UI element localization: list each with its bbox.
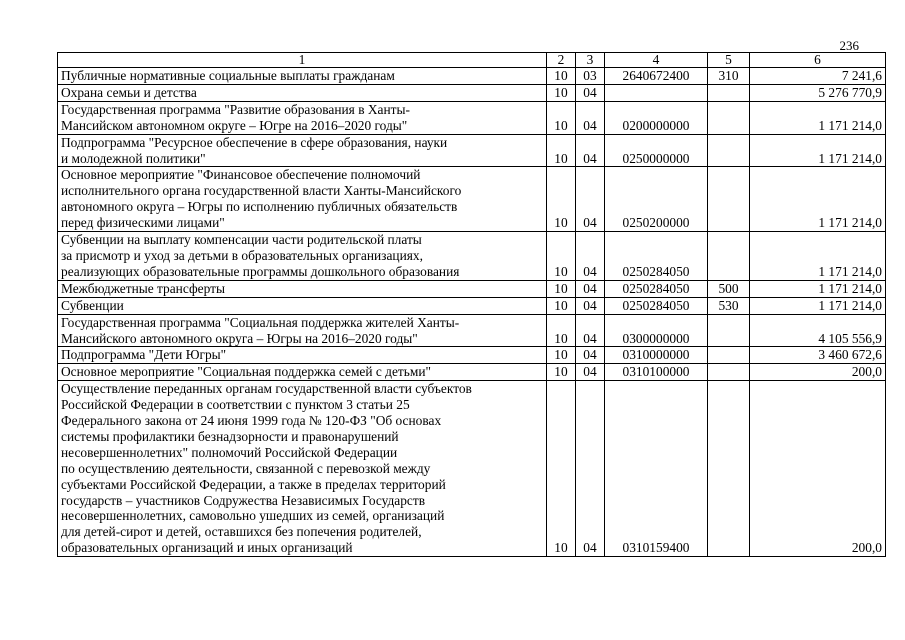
table-header-row xyxy=(58,53,886,68)
row-name-cell: Осуществление переданных органам государственной власти субъектов Российской Федерации в соответствии с пунктом 3 статьи 25 Федерального закона от 24 июня 1999 года № 120-ФЗ "Об основах системы профилактики безнадзорности и правонарушений несовершеннолетних" полномочий Российской Федерации по осуществлению деятельности, связанной с перевозкой между субъектами Российской Федерации, а также в пределах территорий государств – участников Содружества Независимых Государств несовершеннолетних, самовольно ушедших из семей, организаций для детей-сирот и детей, оставшихся без попечения родителей, образовательных организаций и иных организаций xyxy=(58,381,547,557)
row-subsection-cell: 04 xyxy=(576,167,605,232)
row-section-cell: 10 xyxy=(547,232,576,281)
header-cell-5: 5 xyxy=(708,53,750,68)
row-section-cell: 10 xyxy=(547,84,576,101)
row-expense-type-cell xyxy=(708,314,750,347)
row-amount-cell: 1 171 214,0 xyxy=(750,280,886,297)
row-target-article-cell: 0250284050 xyxy=(605,280,708,297)
row-amount-cell: 1 171 214,0 xyxy=(750,297,886,314)
table-row xyxy=(58,364,886,381)
row-amount-cell: 4 105 556,9 xyxy=(750,314,886,347)
row-subsection-cell: 04 xyxy=(576,297,605,314)
row-subsection-cell: 04 xyxy=(576,280,605,297)
row-target-article-cell: 0250000000 xyxy=(605,134,708,167)
row-target-article-cell xyxy=(605,84,708,101)
table-row xyxy=(58,347,886,364)
row-expense-type-cell: 310 xyxy=(708,68,750,85)
row-subsection-cell: 04 xyxy=(576,134,605,167)
row-expense-type-cell xyxy=(708,167,750,232)
row-expense-type-cell xyxy=(708,232,750,281)
row-section-cell: 10 xyxy=(547,364,576,381)
row-name-cell: Межбюджетные трансферты xyxy=(58,280,547,297)
row-amount-cell: 1 171 214,0 xyxy=(750,167,886,232)
table-row xyxy=(58,280,886,297)
row-expense-type-cell: 530 xyxy=(708,297,750,314)
row-name-cell: Основное мероприятие "Финансовое обеспечение полномочий исполнительного органа государственной власти Ханты-Мансийского автономного округа – Югры по исполнению публичных обязательств перед физическими лицами" xyxy=(58,167,547,232)
row-target-article-cell: 0250284050 xyxy=(605,232,708,281)
table-row xyxy=(58,232,886,281)
row-subsection-cell: 04 xyxy=(576,101,605,134)
header-cell-3: 3 xyxy=(576,53,605,68)
table-row xyxy=(58,68,886,85)
row-target-article-cell: 0310159400 xyxy=(605,381,708,557)
page-number: 236 xyxy=(839,38,859,53)
row-name-cell: Субвенции xyxy=(58,297,547,314)
row-amount-cell: 1 171 214,0 xyxy=(750,101,886,134)
row-target-article-cell: 2640672400 xyxy=(605,68,708,85)
row-subsection-cell: 04 xyxy=(576,347,605,364)
row-subsection-cell: 04 xyxy=(576,364,605,381)
row-name-cell: Основное мероприятие "Социальная поддержка семей с детьми" xyxy=(58,364,547,381)
row-section-cell: 10 xyxy=(547,347,576,364)
row-section-cell: 10 xyxy=(547,68,576,85)
header-cell-6: 6 xyxy=(750,53,886,68)
budget-table xyxy=(57,52,886,557)
row-target-article-cell: 0310100000 xyxy=(605,364,708,381)
row-expense-type-cell xyxy=(708,347,750,364)
row-amount-cell: 7 241,6 xyxy=(750,68,886,85)
row-section-cell: 10 xyxy=(547,314,576,347)
row-expense-type-cell xyxy=(708,364,750,381)
row-target-article-cell: 0310000000 xyxy=(605,347,708,364)
row-expense-type-cell xyxy=(708,101,750,134)
row-amount-cell: 200,0 xyxy=(750,364,886,381)
header-cell-4: 4 xyxy=(605,53,708,68)
row-amount-cell: 200,0 xyxy=(750,381,886,557)
table-row xyxy=(58,84,886,101)
row-name-cell: Государственная программа "Развитие образования в Ханты- Мансийском автономном округе – Югре на 2016–2020 годы" xyxy=(58,101,547,134)
row-section-cell: 10 xyxy=(547,134,576,167)
row-amount-cell: 1 171 214,0 xyxy=(750,232,886,281)
table-body xyxy=(58,53,886,557)
row-amount-cell: 3 460 672,6 xyxy=(750,347,886,364)
row-subsection-cell: 04 xyxy=(576,232,605,281)
row-subsection-cell: 04 xyxy=(576,314,605,347)
row-name-cell: Подпрограмма "Ресурсное обеспечение в сфере образования, науки и молодежной политики" xyxy=(58,134,547,167)
row-name-cell: Государственная программа "Социальная поддержка жителей Ханты- Мансийского автономного округа – Югры на 2016–2020 годы" xyxy=(58,314,547,347)
row-name-cell: Охрана семьи и детства xyxy=(58,84,547,101)
row-section-cell: 10 xyxy=(547,381,576,557)
row-expense-type-cell xyxy=(708,84,750,101)
row-expense-type-cell xyxy=(708,381,750,557)
row-subsection-cell: 04 xyxy=(576,381,605,557)
row-target-article-cell: 0300000000 xyxy=(605,314,708,347)
row-subsection-cell: 03 xyxy=(576,68,605,85)
table-row xyxy=(58,297,886,314)
row-target-article-cell: 0200000000 xyxy=(605,101,708,134)
row-name-cell: Субвенции на выплату компенсации части родительской платы за присмотр и уход за детьми в образовательных организациях, реализующих образовательные программы дошкольного образования xyxy=(58,232,547,281)
header-cell-2: 2 xyxy=(547,53,576,68)
row-section-cell: 10 xyxy=(547,101,576,134)
row-expense-type-cell: 500 xyxy=(708,280,750,297)
row-section-cell: 10 xyxy=(547,280,576,297)
table-row xyxy=(58,381,886,557)
row-amount-cell: 5 276 770,9 xyxy=(750,84,886,101)
table-row xyxy=(58,167,886,232)
row-expense-type-cell xyxy=(708,134,750,167)
header-cell-1: 1 xyxy=(58,53,547,68)
row-section-cell: 10 xyxy=(547,297,576,314)
row-subsection-cell: 04 xyxy=(576,84,605,101)
row-amount-cell: 1 171 214,0 xyxy=(750,134,886,167)
row-name-cell: Подпрограмма "Дети Югры" xyxy=(58,347,547,364)
row-section-cell: 10 xyxy=(547,167,576,232)
table-row xyxy=(58,101,886,134)
row-name-cell: Публичные нормативные социальные выплаты гражданам xyxy=(58,68,547,85)
row-target-article-cell: 0250200000 xyxy=(605,167,708,232)
table-row xyxy=(58,134,886,167)
table-row xyxy=(58,314,886,347)
row-target-article-cell: 0250284050 xyxy=(605,297,708,314)
